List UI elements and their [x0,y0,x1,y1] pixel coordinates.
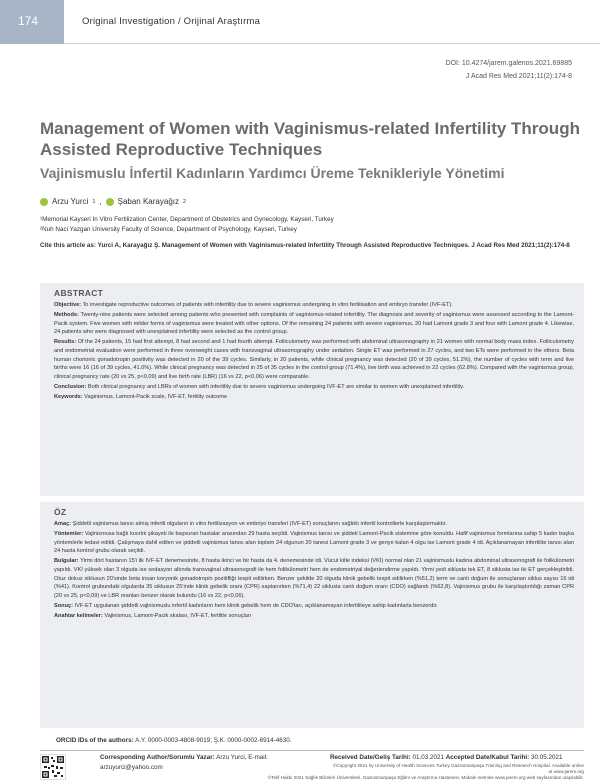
orcid-ids [56,737,291,744]
article-title: Management of Women with Vaginismus-related Infertility Through Assisted Reproductive Techniques [40,119,580,159]
section-label: Yöntemler: [54,531,84,538]
abstract-keywords [54,393,574,402]
page-header [0,0,600,44]
section-label: Sonuç: [54,602,73,609]
accepted-label: Accepted Date/Kabul Tarihi: [445,754,530,761]
journal-reference: J Acad Res Med 2021;11(2):174-8 [465,73,572,80]
copyright-en: ©Copyright 2021 by University of Health Sciences Turkey Gaziosmanpaşa Training and Research Hospital. Available online at www.jarem.org [333,763,584,774]
author-separator: , [99,197,102,206]
section-label: Results: [54,339,77,346]
accepted-date: 30.05.2021 [531,754,563,761]
citation-label: Cite this article as: [40,242,96,249]
affiliation: ¹Memorial Kayseri In Vitro Fertilization Center, Department of Obstetrics and Gynecology, Kayseri, Turkey [40,216,334,223]
affiliation: ²Nuh Naci Yazgan University Faculty of Science, Department of Psychology, Kayseri, Turkey [40,226,297,233]
orcid-label: ORCID IDs of the authors: [56,737,134,744]
section-label: Objective: [54,302,82,308]
author-line [40,197,186,206]
section-label: Amaç: [54,521,72,527]
dates [330,753,584,763]
section-text: Of the 24 patients, 15 had first attempt, 8 had second and 1 had fourth attempt. Folliculometry was performed with abdominal ultrasonography in 21 women with normal body mass index. Folliculometry and endometrial evaluation were performed in three overweight cases with transvaginal ultrasonography under sedation. Single ET was performed in 27 cycles, and two ETs were performed in the others. Beta human chorionic gonadotropin positivity was detected in 20 of the 39 cycles. Similarly, in 20 patients, while clinical pregnancy was detected (20 of 39 cycles, 51.2%), the number of cycles with term and live births were 16 (16 of 39 cycles, 41.0%). While clinical pregnancy was detected in 25 of 35 cycles in the control group (71.4%), live birth was achieved in 22 cycles (62.8%). Compared with the vaginismus group, clinical pregnancy rate (20 vs 25, p<0.09) and live birth rate (LBR) (16 vs 22, p<0.06) were comparable. [54,339,574,380]
author-affiliation-mark: 2 [182,198,187,205]
abstract-heading: ABSTRACT [54,288,104,298]
author-name: Arzu Yurci [52,197,89,206]
oz-amac [54,520,574,529]
section-text: Vajinismus, Lamont-Pacik skalası, IVF-ET, fertilite sonuçları [104,612,252,619]
section-text: Vajinismusa bağlı kısırlık şikayeti ile başvuran hastalar arasından 29 hasta seçildi. Vajinismus tanısı ve şiddeti Lamont-Pacik sistemine göre konuldu. Hafif vajinismus formlarına sahip 5 kadın başka yöntemlerle tedavi edildi. Çalışmaya dahil edilen ve şiddetli vajinismus tanısı alan toplam 24 olgunun 20 tanesi Lamont grade 3 ve geriye kalan 4 olgu ise Lamont grade 4 idi. Açıklanamayan infertilite tanısı alan 24 hasta kontrol grubu olarak seçildi. [54,531,574,555]
abstract-methods [54,311,574,337]
section-label: Bulgular: [54,558,79,565]
header-divider [64,43,600,44]
section-label: Original Investigation / Orijinal Araştırma [82,16,261,27]
section-label: Anahtar kelimeler: [54,612,103,619]
abstract-box [40,283,584,496]
copyright-tr: ©Telif Hakkı 2021 Sağlık Bilimleri Üniversitesi, Gaziosmanpaşa Eğitim ve Araştırma Hastanesi. Makale metnine www.jarem.org web sayfasından ulaşılabilir. [267,775,584,780]
abstract-objective [54,301,574,310]
orcid-icon[interactable] [40,198,48,206]
doi-link[interactable]: DOI: 10.4274/jarem.galenos.2021.69885 [445,60,572,67]
corresponding-author [100,753,310,773]
author-name: Şaban Karayağız [117,197,179,206]
section-text: To investigate reproductive outcomes of patients with infertility due to severe vaginismus undergoing in vitro fertilisation and embryo transfer (IVF-ET). [82,302,453,308]
section-text: Twenty-nine patients were selected among patients who presented with complaints of vaginismus-related infertility. The diagnosis and severity of vaginismus were assessed according to the Lamont-Pacik system. Five women with milder forms of vaginismus were treated with other options. Of the remaining 24 patients with severe vaginismus, 20 had Lamont grade 3 and four with Lamont grade 4. Likewise, 24 patients who were diagnosed with unexplained infertility were selected as the control group. [54,312,575,336]
page-number: 174 [0,0,64,44]
oz-anahtar-kelimeler [54,612,574,621]
abstract-results [54,338,574,381]
received-date: 01.03.2021 [412,754,444,761]
corr-name: Arzu Yurci, [216,754,247,761]
footer-divider [40,750,584,751]
section-text: IVF-ET uygulanan şiddetli vajinismuslu infertil kadınların hem klinik gebelik hem de CDO'ları, açıklanamayan infertiliteye sahip kadınlarla benzerdir. [74,602,438,609]
received-label: Received Date/Geliş Tarihi: [330,754,411,761]
oz-heading: ÖZ [54,507,67,517]
section-label: Methods: [54,312,79,319]
section-text: Şiddetli vajinismus tanısı almış infertil olguların in vitro fertilizasyon ve embriyo transferi (IVF-ET) sonuçlarını sağlıklı infertil kontrollerle karşılaştırmaktır. [72,521,447,527]
citation-text: Yurci A, Karayağız Ş. Management of Women with Vaginismus-related Infertility Through Assisted Reproductive Techniques. J Acad Res Med 2021;11(2):174-8 [97,242,570,249]
orcid-icon[interactable] [106,198,114,206]
corr-label: Corresponding Author/Sorumlu Yazar: [100,754,215,761]
orcid-text: A.Y. 0000-0003-4808-9019; Ş.K. 0000-0002-6914-4630. [135,737,292,744]
corr-email[interactable]: E-mail: arzuyurci@yahoo.com [100,754,268,771]
oz-yontemler [54,530,574,556]
section-label: Conclusion: [54,383,87,390]
oz-sonuc [54,602,574,611]
article-title-turkish: Vajinismuslu İnfertil Kadınların Yardımcı Üreme Teknikleriyle Yönetimi [40,165,505,181]
qr-code-icon [40,754,66,780]
section-label: Keywords: [54,393,83,400]
oz-bulgular [54,557,574,600]
section-text: Both clinical pregnancy and LBRs of women with infertility due to severe vaginismus undergoing IVF-ET are similar to women with unexplained infertility. [87,383,465,390]
author-affiliation-mark: 1 [92,198,96,205]
oz-box [40,502,584,728]
section-text: Yirmi dört hastanın 15'i ilk IVF-ET denemesinde, 8 hasta ikinci ve bir hasta da 4. denemesinde idi. Vücut kitle indeksi (VKİ) normal olan 21 vajinismuslu kadına abdominal ultrasonografi ile folikülometri yapıldı. VKİ yüksek olan 3 olguda ise sedasyon altında transvajinal ultrasonografi ile hem folikülometri hem de endometriyal değerlendirme yapıldı. Yirmi yedi siklusta tek ET, 8 siklusta ise iki ET gerçekleştirildi. Otuz dokuz siklusun 20'sinde beta insan koryonik gonadotropin pozitifliği tespit edilirken. Benzer şekilde 20 olguda klinik gebelik tespit edilirken (%51,2) term ve canlı doğum ile sonuçlanan siklus sayısı 16 idi (%41). Kontrol grubundaki olgularda 35 siklusun 25'inde klinik gebelik oranı (CPR) saptanırken (%71,4) 22 siklusta canlı doğum oranı (CDO) sağlandı (%62,8). Vajinismus grubu ile karşılaştırıldığı zaman CPR (20 vs 25, p<0,09) ve LBR oranları benzer olarak bulundu (16 vs 22, p<0,06). [54,558,574,599]
section-text: Vaginismus, Lamont-Pacik scale, IVF-ET, fertility outcome [84,393,228,400]
citation [40,241,580,251]
abstract-conclusion [54,383,574,392]
